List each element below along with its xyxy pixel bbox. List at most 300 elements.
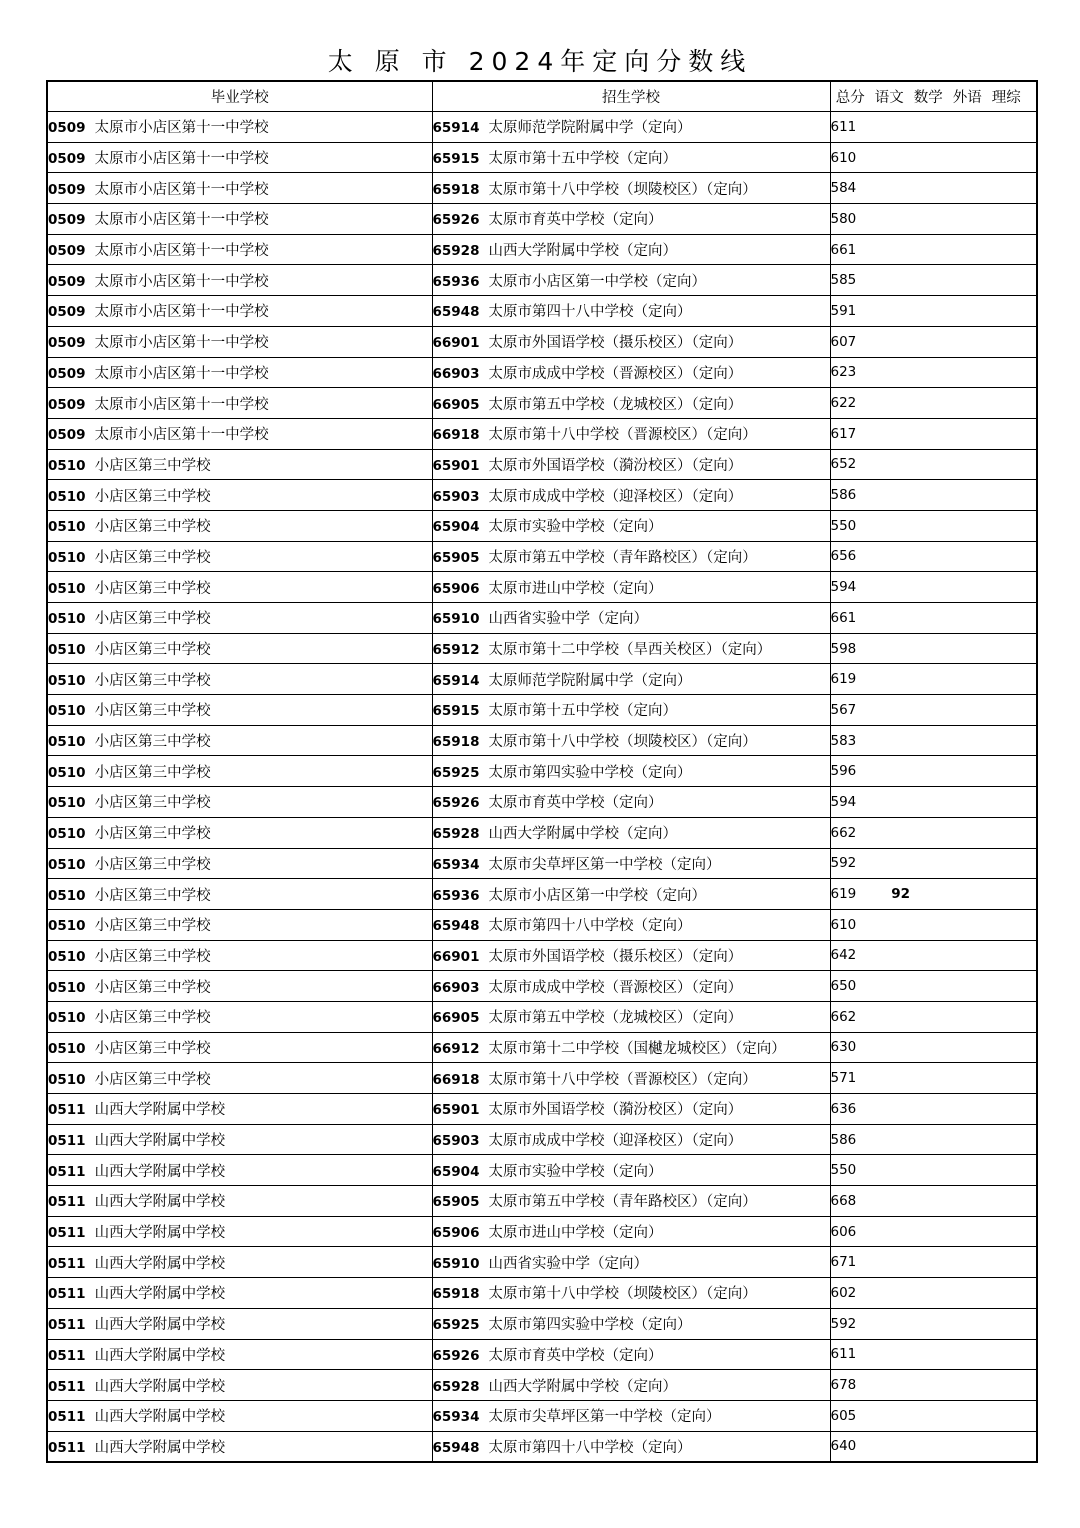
total-score: 610: [830, 149, 857, 166]
enroll-school-name: 太原市第十五中学校（定向）: [488, 151, 677, 168]
table-row: [47, 1124, 1037, 1155]
grad-school-cell: [47, 265, 432, 296]
table-row: [47, 695, 1037, 726]
table-row: [47, 112, 1037, 143]
enroll-school-cell: [432, 572, 830, 603]
enroll-school-cell: [432, 1186, 830, 1217]
total-score: 619: [830, 671, 857, 688]
table-row: [47, 480, 1037, 511]
header-scores: [830, 81, 1037, 112]
enroll-school-cell: [432, 265, 830, 296]
table-row: [47, 265, 1037, 296]
grad-school-name: 小店区第三中学校: [94, 887, 211, 904]
score-cell: [830, 1186, 1037, 1217]
grad-school-code: 0510: [48, 918, 86, 935]
score-cell: [830, 695, 1037, 726]
header-chinese: 语文: [874, 90, 904, 106]
enroll-school-code: 65910: [432, 1255, 480, 1272]
enroll-school-code: 65948: [432, 304, 480, 321]
enroll-school-name: 太原市第四实验中学校（定向）: [488, 764, 692, 781]
enroll-school-code: 66918: [432, 427, 480, 444]
enroll-school-cell: [432, 357, 830, 388]
enroll-school-name: 太原市育英中学校（定向）: [488, 795, 663, 812]
grad-school-cell: [47, 572, 432, 603]
enroll-school-code: 65936: [432, 887, 480, 904]
grad-school-cell: [47, 940, 432, 971]
grad-school-code: 0509: [48, 212, 86, 229]
total-score: 550: [830, 1162, 857, 1179]
total-score: 662: [830, 824, 857, 841]
table-row: [47, 1308, 1037, 1339]
enroll-school-name: 太原市成成中学校（迎泽校区）（定向）: [488, 1133, 743, 1150]
score-cell: [830, 418, 1037, 449]
enroll-school-name: 太原市成成中学校（晋源校区）（定向）: [488, 979, 743, 996]
enroll-school-cell: [432, 1400, 830, 1431]
table-row: [47, 879, 1037, 910]
header-math: 数学: [913, 90, 943, 106]
enroll-school-name: 太原市成成中学校（晋源校区）（定向）: [488, 365, 743, 382]
grad-school-cell: [47, 480, 432, 511]
enroll-school-name: 山西大学附属中学校（定向）: [488, 826, 677, 843]
score-cell: [830, 1124, 1037, 1155]
enroll-school-cell: [432, 695, 830, 726]
enroll-school-name: 太原市尖草坪区第一中学校（定向）: [488, 856, 721, 873]
grad-school-name: 小店区第三中学校: [94, 642, 211, 659]
enroll-school-code: 66901: [432, 948, 480, 965]
enroll-school-code: 65903: [432, 488, 480, 505]
grad-school-code: 0509: [48, 335, 86, 352]
total-score: 611: [830, 118, 857, 135]
table-row: [47, 633, 1037, 664]
grad-school-cell: [47, 633, 432, 664]
enroll-school-cell: [432, 848, 830, 879]
grad-school-name: 太原市小店区第十一中学校: [94, 304, 269, 321]
enroll-school-cell: [432, 204, 830, 235]
table-row: [47, 388, 1037, 419]
grad-school-name: 太原市小店区第十一中学校: [94, 427, 269, 444]
enroll-school-code: 65925: [432, 764, 480, 781]
enroll-school-cell: [432, 909, 830, 940]
score-cell: [830, 204, 1037, 235]
score-cell: [830, 971, 1037, 1002]
header-foreign-language: 外语: [952, 90, 982, 106]
grad-school-cell: [47, 234, 432, 265]
table-row: [47, 1001, 1037, 1032]
grad-school-name: 太原市小店区第十一中学校: [94, 181, 269, 198]
grad-school-name: 山西大学附属中学校: [94, 1255, 226, 1272]
enroll-school-cell: [432, 817, 830, 848]
enroll-school-name: 太原市外国语学校（摄乐校区）（定向）: [488, 948, 743, 965]
table-row: [47, 234, 1037, 265]
table-row: [47, 541, 1037, 572]
grad-school-name: 小店区第三中学校: [94, 457, 211, 474]
score-cell: [830, 234, 1037, 265]
grad-school-code: 0509: [48, 243, 86, 260]
score-cell: [830, 1216, 1037, 1247]
grad-school-code: 0510: [48, 948, 86, 965]
enroll-school-code: 65905: [432, 549, 480, 566]
enroll-school-name: 太原市第四十八中学校（定向）: [488, 918, 692, 935]
enroll-school-name: 太原市第四十八中学校（定向）: [488, 1439, 692, 1456]
grad-school-cell: [47, 787, 432, 818]
enroll-school-cell: [432, 1155, 830, 1186]
grad-school-name: 山西大学附属中学校: [94, 1286, 226, 1303]
grad-school-name: 山西大学附属中学校: [94, 1439, 226, 1456]
total-score: 678: [830, 1377, 857, 1394]
total-score: 623: [830, 364, 857, 381]
enroll-school-name: 山西大学附属中学校（定向）: [488, 243, 677, 260]
grad-school-cell: [47, 817, 432, 848]
enroll-school-cell: [432, 664, 830, 695]
enroll-school-code: 65915: [432, 703, 480, 720]
grad-school-name: 小店区第三中学校: [94, 795, 211, 812]
enroll-school-code: 66905: [432, 396, 480, 413]
grad-school-cell: [47, 1094, 432, 1125]
total-score: 594: [830, 579, 857, 596]
enroll-school-name: 太原市第十五中学校（定向）: [488, 703, 677, 720]
grad-school-code: 0511: [48, 1439, 86, 1456]
enroll-school-cell: [432, 1032, 830, 1063]
enroll-school-name: 太原市第十八中学校（坝陵校区）（定向）: [488, 181, 757, 198]
score-cell: [830, 142, 1037, 173]
enroll-school-code: 65915: [432, 151, 480, 168]
header-enroll-school: 招生学校: [432, 81, 830, 112]
enroll-school-cell: [432, 879, 830, 910]
enroll-school-cell: [432, 112, 830, 143]
grad-school-code: 0509: [48, 304, 86, 321]
enroll-school-cell: [432, 480, 830, 511]
enroll-school-name: 太原市尖草坪区第一中学校（定向）: [488, 1409, 721, 1426]
total-score: 668: [830, 1192, 857, 1209]
enroll-school-code: 66901: [432, 335, 480, 352]
table-row: [47, 357, 1037, 388]
enroll-school-cell: [432, 1278, 830, 1309]
enroll-school-cell: [432, 296, 830, 327]
grad-school-cell: [47, 971, 432, 1002]
total-score: 661: [830, 609, 857, 626]
score-cell: [830, 510, 1037, 541]
grad-school-cell: [47, 1063, 432, 1094]
score-cell: [830, 572, 1037, 603]
table-row: [47, 142, 1037, 173]
grad-school-name: 小店区第三中学校: [94, 764, 211, 781]
score-cell: [830, 1001, 1037, 1032]
enroll-school-cell: [432, 633, 830, 664]
total-score: 617: [830, 425, 857, 442]
grad-school-name: 小店区第三中学校: [94, 948, 211, 965]
grad-school-cell: [47, 1278, 432, 1309]
table-row: [47, 848, 1037, 879]
enroll-school-code: 65901: [432, 1102, 480, 1119]
total-score: 610: [830, 916, 857, 933]
score-cell: [830, 1370, 1037, 1401]
grad-school-cell: [47, 1247, 432, 1278]
enroll-school-cell: [432, 418, 830, 449]
table-row: [47, 1155, 1037, 1186]
grad-school-cell: [47, 1155, 432, 1186]
enroll-school-code: 65928: [432, 243, 480, 260]
grad-school-name: 小店区第三中学校: [94, 826, 211, 843]
enroll-school-name: 太原市第四十八中学校（定向）: [488, 304, 692, 321]
enroll-school-name: 太原市第十八中学校（坝陵校区）（定向）: [488, 1286, 757, 1303]
enroll-school-name: 太原市外国语学校（漪汾校区）（定向）: [488, 1102, 743, 1119]
enroll-school-name: 太原市外国语学校（摄乐校区）（定向）: [488, 335, 743, 352]
enroll-school-code: 65906: [432, 1225, 480, 1242]
enroll-school-code: 65914: [432, 120, 480, 137]
table-row: [47, 787, 1037, 818]
enroll-school-code: 65903: [432, 1133, 480, 1150]
total-score: 584: [830, 180, 857, 197]
enroll-school-cell: [432, 1370, 830, 1401]
grad-school-code: 0510: [48, 979, 86, 996]
score-cell: [830, 633, 1037, 664]
enroll-school-cell: [432, 173, 830, 204]
grad-school-code: 0509: [48, 151, 86, 168]
score-cell: [830, 725, 1037, 756]
enroll-school-name: 太原市第十二中学校（国樾龙城校区）（定向）: [488, 1040, 786, 1057]
grad-school-code: 0510: [48, 672, 86, 689]
enroll-school-code: 65918: [432, 181, 480, 198]
score-cell: [830, 879, 1037, 910]
score-cell: [830, 1400, 1037, 1431]
grad-school-name: 太原市小店区第十一中学校: [94, 365, 269, 382]
grad-school-code: 0509: [48, 396, 86, 413]
table-row: [47, 1400, 1037, 1431]
grad-school-cell: [47, 1308, 432, 1339]
table-row: [47, 418, 1037, 449]
grad-school-name: 小店区第三中学校: [94, 519, 211, 536]
enroll-school-code: 65914: [432, 672, 480, 689]
table-row: [47, 572, 1037, 603]
score-cell: [830, 1308, 1037, 1339]
grad-school-code: 0511: [48, 1378, 86, 1395]
grad-school-name: 小店区第三中学校: [94, 979, 211, 996]
grad-school-cell: [47, 848, 432, 879]
total-score: 605: [830, 1407, 857, 1424]
grad-school-code: 0510: [48, 1071, 86, 1088]
grad-school-code: 0510: [48, 826, 86, 843]
grad-school-cell: [47, 510, 432, 541]
grad-school-code: 0510: [48, 611, 86, 628]
score-cell: [830, 1155, 1037, 1186]
table-row: [47, 756, 1037, 787]
table-row: [47, 1032, 1037, 1063]
grad-school-code: 0511: [48, 1255, 86, 1272]
grad-school-cell: [47, 909, 432, 940]
grad-school-name: 小店区第三中学校: [94, 549, 211, 566]
total-score: 594: [830, 793, 857, 810]
table-header-row: [47, 81, 1037, 112]
score-cell: [830, 603, 1037, 634]
enroll-school-cell: [432, 142, 830, 173]
score-cell: [830, 541, 1037, 572]
enroll-school-cell: [432, 1094, 830, 1125]
enroll-school-name: 山西省实验中学（定向）: [488, 1255, 648, 1272]
enroll-school-name: 太原市育英中学校（定向）: [488, 1347, 663, 1364]
enroll-school-code: 65926: [432, 212, 480, 229]
table-row: [47, 510, 1037, 541]
grad-school-code: 0510: [48, 642, 86, 659]
grad-school-code: 0510: [48, 764, 86, 781]
table-row: [47, 1278, 1037, 1309]
grad-school-cell: [47, 326, 432, 357]
grad-school-code: 0511: [48, 1102, 86, 1119]
table-row: [47, 971, 1037, 1002]
enroll-school-cell: [432, 1431, 830, 1462]
grad-school-name: 山西大学附属中学校: [94, 1347, 226, 1364]
enroll-school-code: 65926: [432, 1347, 480, 1364]
enroll-school-code: 65918: [432, 734, 480, 751]
total-score: 585: [830, 272, 857, 289]
total-score: 640: [830, 1438, 857, 1455]
table-row: [47, 1431, 1037, 1462]
score-cell: [830, 1094, 1037, 1125]
enroll-school-cell: [432, 1216, 830, 1247]
grad-school-cell: [47, 449, 432, 480]
enroll-school-name: 太原市小店区第一中学校（定向）: [488, 273, 706, 290]
grad-school-name: 小店区第三中学校: [94, 1040, 211, 1057]
enroll-school-cell: [432, 787, 830, 818]
grad-school-code: 0510: [48, 519, 86, 536]
grad-school-code: 0511: [48, 1286, 86, 1303]
enroll-school-name: 太原市第五中学校（龙城校区）（定向）: [488, 1010, 743, 1027]
table-row: [47, 296, 1037, 327]
score-cell: [830, 112, 1037, 143]
total-score: 586: [830, 1131, 857, 1148]
table-row: [47, 909, 1037, 940]
enroll-school-name: 太原市进山中学校（定向）: [488, 580, 663, 597]
enroll-school-code: 65910: [432, 611, 480, 628]
grad-school-name: 小店区第三中学校: [94, 488, 211, 505]
grad-school-cell: [47, 756, 432, 787]
enroll-school-code: 65918: [432, 1286, 480, 1303]
total-score: 567: [830, 701, 857, 718]
enroll-school-code: 65906: [432, 580, 480, 597]
grad-school-name: 太原市小店区第十一中学校: [94, 151, 269, 168]
score-cell: [830, 1063, 1037, 1094]
total-score: 592: [830, 1315, 857, 1332]
enroll-school-code: 65934: [432, 856, 480, 873]
enroll-school-code: 65948: [432, 1439, 480, 1456]
enroll-school-name: 太原市第十八中学校（晋源校区）（定向）: [488, 427, 757, 444]
enroll-school-code: 65948: [432, 918, 480, 935]
grad-school-cell: [47, 1032, 432, 1063]
grad-school-code: 0509: [48, 273, 86, 290]
total-score: 596: [830, 763, 857, 780]
table-row: [47, 1063, 1037, 1094]
grad-school-name: 小店区第三中学校: [94, 918, 211, 935]
enroll-school-cell: [432, 971, 830, 1002]
score-cell: [830, 848, 1037, 879]
total-score: 586: [830, 487, 857, 504]
enroll-school-code: 66918: [432, 1071, 480, 1088]
header-total: 总分: [835, 90, 865, 106]
score-cell: [830, 449, 1037, 480]
grad-school-name: 太原市小店区第十一中学校: [94, 396, 269, 413]
total-score: 611: [830, 1346, 857, 1363]
grad-school-code: 0510: [48, 856, 86, 873]
enroll-school-name: 山西省实验中学（定向）: [488, 611, 648, 628]
grad-school-code: 0510: [48, 580, 86, 597]
score-cell: [830, 296, 1037, 327]
grad-school-name: 太原市小店区第十一中学校: [94, 212, 269, 229]
total-score: 652: [830, 456, 857, 473]
grad-school-name: 山西大学附属中学校: [94, 1102, 226, 1119]
score-table: [46, 80, 1038, 1463]
header-science: 理综: [991, 90, 1021, 106]
grad-school-code: 0509: [48, 427, 86, 444]
table-row: [47, 449, 1037, 480]
grad-school-cell: [47, 1124, 432, 1155]
grad-school-code: 0510: [48, 549, 86, 566]
enroll-school-name: 太原市进山中学校（定向）: [488, 1225, 663, 1242]
total-score: 662: [830, 1008, 857, 1025]
score-cell: [830, 388, 1037, 419]
enroll-school-name: 太原市成成中学校（迎泽校区）（定向）: [488, 488, 743, 505]
enroll-school-name: 太原市外国语学校（漪汾校区）（定向）: [488, 457, 743, 474]
table-row: [47, 326, 1037, 357]
enroll-school-name: 太原市实验中学校（定向）: [488, 519, 663, 536]
enroll-school-name: 太原市第十八中学校（坝陵校区）（定向）: [488, 734, 757, 751]
table-row: [47, 1370, 1037, 1401]
enroll-school-code: 66903: [432, 365, 480, 382]
grad-school-cell: [47, 1400, 432, 1431]
enroll-school-cell: [432, 756, 830, 787]
grad-school-name: 山西大学附属中学校: [94, 1194, 226, 1211]
grad-school-code: 0510: [48, 457, 86, 474]
total-score: 583: [830, 732, 857, 749]
total-score: 636: [830, 1100, 857, 1117]
enroll-school-cell: [432, 725, 830, 756]
score-cell: [830, 756, 1037, 787]
grad-school-name: 太原市小店区第十一中学校: [94, 243, 269, 260]
score-cell: [830, 1339, 1037, 1370]
grad-school-cell: [47, 388, 432, 419]
table-row: [47, 603, 1037, 634]
grad-school-name: 山西大学附属中学校: [94, 1409, 226, 1426]
grad-school-name: 山西大学附属中学校: [94, 1163, 226, 1180]
enroll-school-code: 65912: [432, 642, 480, 659]
grad-school-cell: [47, 173, 432, 204]
table-row: [47, 664, 1037, 695]
grad-school-name: 小店区第三中学校: [94, 580, 211, 597]
grad-school-cell: [47, 1216, 432, 1247]
enroll-school-cell: [432, 541, 830, 572]
total-score: 580: [830, 210, 857, 227]
total-score: 661: [830, 241, 857, 258]
grad-school-name: 太原市小店区第十一中学校: [94, 335, 269, 352]
grad-school-cell: [47, 541, 432, 572]
grad-school-code: 0511: [48, 1409, 86, 1426]
score-cell: [830, 1032, 1037, 1063]
total-score: 650: [830, 978, 857, 995]
grad-school-code: 0510: [48, 488, 86, 505]
enroll-school-name: 太原市第五中学校（青年路校区）（定向）: [488, 549, 757, 566]
enroll-school-code: 66912: [432, 1040, 480, 1057]
score-cell: [830, 265, 1037, 296]
enroll-school-code: 65928: [432, 1378, 480, 1395]
grad-school-code: 0511: [48, 1194, 86, 1211]
enroll-school-code: 65925: [432, 1317, 480, 1334]
enroll-school-cell: [432, 1001, 830, 1032]
page-title: 太 原 市 2024年定向分数线: [327, 47, 753, 76]
enroll-school-name: 太原市第十八中学校（晋源校区）（定向）: [488, 1071, 757, 1088]
grad-school-code: 0509: [48, 365, 86, 382]
grad-school-code: 0509: [48, 120, 86, 137]
grad-school-code: 0511: [48, 1133, 86, 1150]
enroll-school-cell: [432, 1124, 830, 1155]
enroll-school-code: 65904: [432, 1163, 480, 1180]
